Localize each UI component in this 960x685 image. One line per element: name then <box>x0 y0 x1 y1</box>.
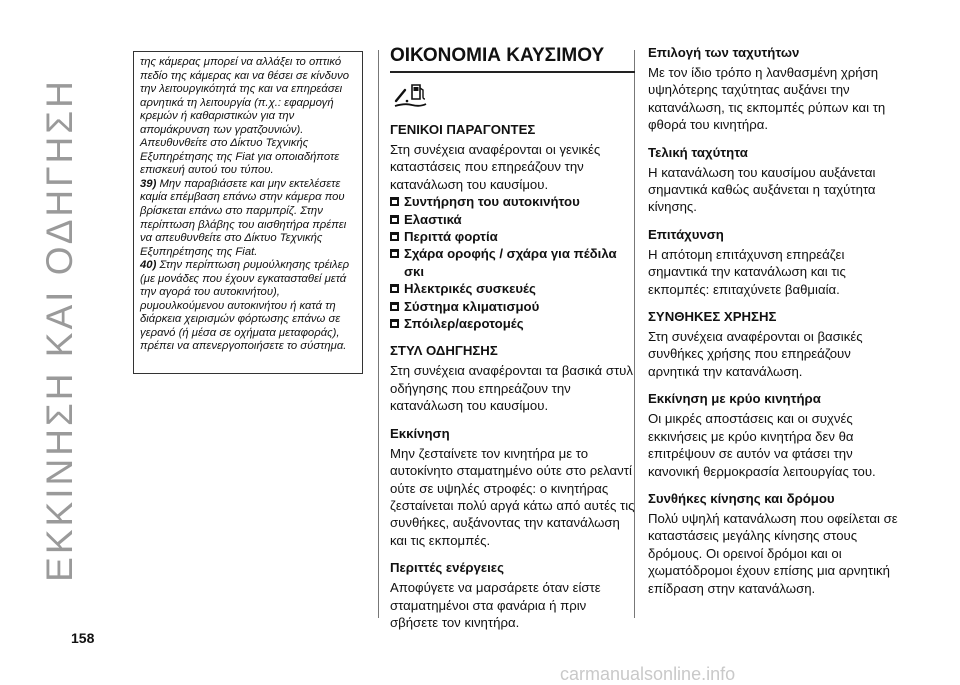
bullet-marker-icon <box>390 319 399 328</box>
list-item: Σύστημα κλιματισμού <box>390 298 635 315</box>
warning-text: Μην παραβιάσετε και μην εκτελέσετε καμία επέμβαση επάνω στην κάμερα που βρίσκεται επάνω στο παρμπρίζ. Στην περίπτωση βλάβης του αισθητήρα πρέπει να απευθυνθείτε στο Δίκτυο Τεχνικής Εξυπηρέτησης της Fiat. <box>140 177 347 258</box>
fuel-economy-icon <box>390 79 635 115</box>
chapter-side-title: ΕΚΚΙΝΗΣΗ ΚΑΙ ΟΔΗΓΗΣΗ <box>39 78 80 582</box>
warning-number: 40) <box>140 259 157 272</box>
watermark: carmanualsonline.info <box>560 664 736 684</box>
bullet-marker-icon <box>390 215 399 224</box>
heading-general: ΓΕΝΙΚΟΙ ΠΑΡΑΓΟΝΤΕΣ <box>390 122 536 137</box>
list-item: Σχάρα οροφής / σχάρα για πέδιλα σκι <box>390 245 635 280</box>
right-column <box>648 44 898 597</box>
heading-road-conditions: Συνθήκες κίνησης και δρόμου <box>648 490 835 506</box>
bullet-marker-icon <box>390 232 399 241</box>
heading-unnecessary: Περιττές ενέργειες <box>390 560 504 576</box>
section-title: ΟΙΚΟΝΟΜΙΑ ΚΑΥΣΙΜΟΥ <box>390 44 635 73</box>
paragraph-unnecessary: Αποφύγετε να μαρσάρετε όταν είστε σταματημένοι στα φανάρια ή πριν σβήσετε τον κινητήρα. <box>390 580 601 630</box>
bullet-marker-icon <box>390 302 399 311</box>
column-divider <box>378 50 379 618</box>
paragraph-conditions: Στη συνέχεια αναφέρονται οι βασικές συνθήκες χρήσης που επηρεάζουν αρνητικά την κατανάλωση. <box>648 329 863 379</box>
heading-cold-start: Εκκίνηση με κρύο κινητήρα <box>648 391 821 407</box>
page-number: 158 <box>71 630 95 646</box>
heading-gear: Επιλογή των ταχυτήτων <box>648 45 800 60</box>
paragraph-road-conditions: Πολύ υψηλή κατανάλωση που οφείλεται σε καταστάσεις μεγάλης κίνησης στους δρόμους. Οι ορεινοί δρόμοι και οι χωματόδρομοι έχουν επίσης μια αρνητική επίδραση στην κατανάλωση. <box>648 510 898 596</box>
warning-text: Στην περίπτωση ρυμούλκησης τρέιλερ (με μονάδες που έχουν εγκατασταθεί μετά την αγορά του αυτοκινήτου), ρυμουλκούμενου αυτοκινήτου ή κατά τη διάρκεια χειρισμών φόρτωσης επάνω σε γερανό (ή μέσα σε οχήματα μεταφοράς), πρέπει να απενεργοποιήσετε το σύστημα. <box>140 259 350 353</box>
bullet-marker-icon <box>390 249 399 258</box>
paragraph-top-speed: Η κατανάλωση του καυσίμου αυξάνεται σημαντικά καθώς αυξάνεται η ταχύτητα κίνησης. <box>648 164 876 215</box>
warning-40 <box>140 259 356 354</box>
heading-start: Εκκίνηση <box>390 425 450 441</box>
warning-box <box>133 51 363 374</box>
warning-number: 39) <box>140 177 157 190</box>
warning-39 <box>140 178 356 259</box>
list-item: Περιττά φορτία <box>390 228 635 245</box>
heading-conditions: ΣΥΝΘΗΚΕΣ ΧΡΗΣΗΣ <box>648 309 777 325</box>
list-item: Ελαστικά <box>390 211 635 228</box>
list-item: Συντήρηση του αυτοκινήτου <box>390 193 635 210</box>
paragraph-cold-start: Οι μικρές αποστάσεις και οι συχνές εκκινήσεις με κρύο κινητήρα δεν θα επιτρέψουν σε αυτόν να φτάσει την κανονική θερμοκρασία λειτουργίας του. <box>648 411 876 479</box>
paragraph-gear: Με τον ίδιο τρόπο η λανθασμένη χρήση υψηλότερης ταχύτητας αυξάνει την κατανάλωση, τις εκπομπές ρύπων και τη φθορά του κινητήρα. <box>648 65 886 133</box>
bullet-marker-icon <box>390 284 399 293</box>
bullet-marker-icon <box>390 197 399 206</box>
heading-driving-style: ΣΤΥΛ ΟΔΗΓΗΣΗΣ <box>390 343 498 359</box>
list-item: Σπόιλερ/αεροτομές <box>390 315 635 332</box>
paragraph-acceleration: Η απότομη επιτάχυνση επηρεάζει σημαντικά την κατανάλωση και τις εκπομπές: επιταχύνετε βαθμιαία. <box>648 246 846 297</box>
list-item: Ηλεκτρικές συσκευές <box>390 280 635 297</box>
factor-list <box>390 193 635 332</box>
paragraph-start: Μην ζεσταίνετε τον κινητήρα με το αυτοκίνητο σταματημένο ούτε στο ρελαντί ούτε σε υψηλές στροφές: ο κινητήρας ζεσταίνεται πολύ αργά κάτω από αυτές τις συνθήκες, αυξάνοντας την κατανάλωση και τις εκπομπές. <box>390 445 635 548</box>
middle-column <box>390 44 635 631</box>
paragraph-driving-style: Στη συνέχεια αναφέρονται τα βασικά στυλ οδήγησης που επηρεάζουν την κατανάλωση του καυσίμου. <box>390 363 633 414</box>
heading-top-speed: Τελική ταχύτητα <box>648 144 748 160</box>
heading-acceleration: Επιτάχυνση <box>648 226 724 242</box>
warning-intro: της κάμερας μπορεί να αλλάξει το οπτικό πεδίο της κάμερας και να θέσει σε κίνδυνο την λειτουργικότητά της και να επηρεάσει αρνητικά τη λειτουργία (π.χ.: εφαρμογή κρεμών ή καθαριστικών για την απομάκρυνση των γρατζουνιών). Απευθυνθείτε στο Δίκτυο Τεχνικής Εξυπηρέτησης της Fiat για οποιαδήποτε επισκευή αυτού του τύπου. <box>140 56 350 177</box>
paragraph-general: Στη συνέχεια αναφέρονται οι γενικές καταστάσεις που επηρεάζουν την κατανάλωση του καυσίμου. <box>390 142 601 192</box>
